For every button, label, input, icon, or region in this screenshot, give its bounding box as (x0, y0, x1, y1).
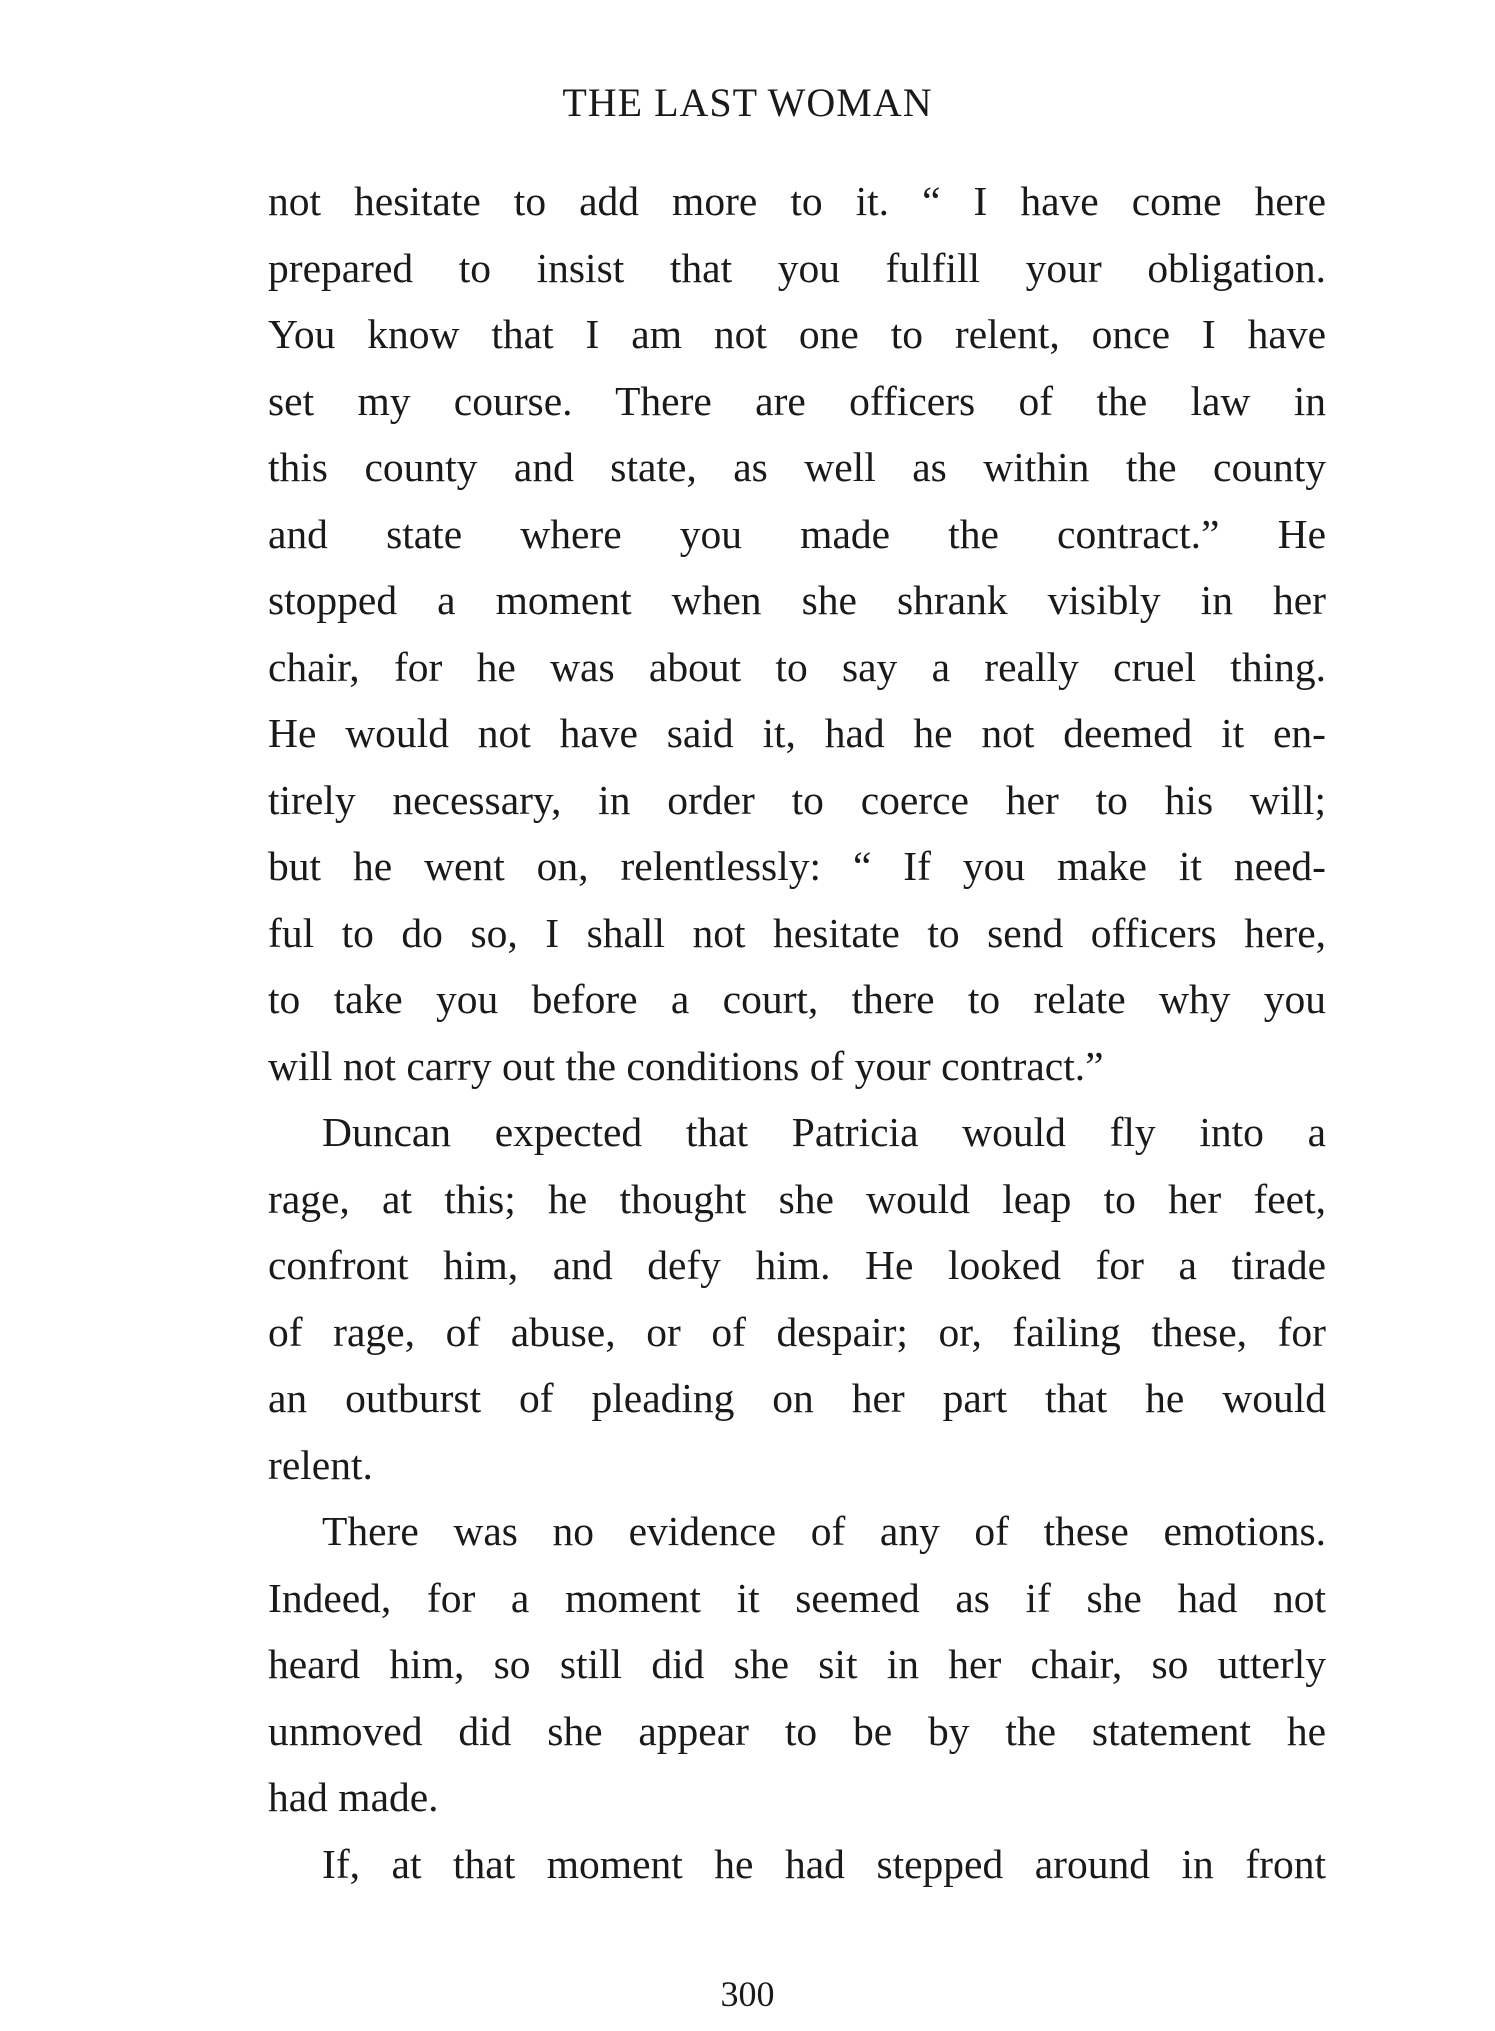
running-head: THE LAST WOMAN (562, 80, 933, 125)
text-line: relent. (268, 1441, 373, 1488)
text-line: but he went on, relentlessly: “ If you make it need- (268, 843, 1326, 889)
page-number: 300 (720, 1974, 775, 2014)
text-line: Duncan expected that Patricia would fly into a (322, 1109, 1326, 1155)
text-line: tirely necessary, in order to coerce her to his will; (268, 776, 1326, 823)
paragraph (268, 1498, 1326, 1831)
text-line: Indeed, for a moment it seemed as if she had not (268, 1574, 1326, 1621)
text-line: You know that I am not one to relent, once I have (268, 311, 1326, 357)
paragraph (268, 168, 1326, 1099)
text-line: ful to do so, I shall not hesitate to send officers here, (268, 909, 1326, 956)
text-line: confront him, and defy him. He looked for a tirade (268, 1242, 1326, 1288)
paragraph (268, 1831, 1326, 1898)
text-line: and state where you made the contract.” He (268, 510, 1326, 557)
text-line: He would not have said it, had he not deemed it en- (268, 710, 1326, 756)
text-line: unmoved did she appear to be by the statement he (268, 1707, 1326, 1754)
text-line: of rage, of abuse, or of despair; or, failing these, for (268, 1308, 1326, 1355)
text-line: heard him, so still did she sit in her chair, so utterly (268, 1641, 1326, 1687)
text-line: will not carry out the conditions of your contract.” (268, 1042, 1104, 1089)
text-line: If, at that moment he had stepped around in front (322, 1840, 1326, 1887)
text-line: to take you before a court, there to relate why you (268, 976, 1326, 1022)
paragraph (268, 1099, 1326, 1498)
text-line: There was no evidence of any of these emotions. (322, 1508, 1326, 1554)
text-line: not hesitate to add more to it. “ I have come here (268, 178, 1326, 224)
text-line: an outburst of pleading on her part that he would (268, 1375, 1326, 1421)
text-line: stopped a moment when she shrank visibly in her (268, 577, 1326, 623)
text-line: prepared to insist that you fulfill your obligation. (268, 244, 1326, 291)
text-line: had made. (268, 1774, 439, 1820)
text-line: set my course. There are officers of the law in (268, 377, 1326, 424)
text-line: this county and state, as well as within the county (268, 444, 1326, 490)
text-line: rage, at this; he thought she would leap to her feet, (268, 1175, 1326, 1222)
text-line: chair, for he was about to say a really cruel thing. (268, 643, 1326, 690)
body-text (268, 168, 1326, 1897)
